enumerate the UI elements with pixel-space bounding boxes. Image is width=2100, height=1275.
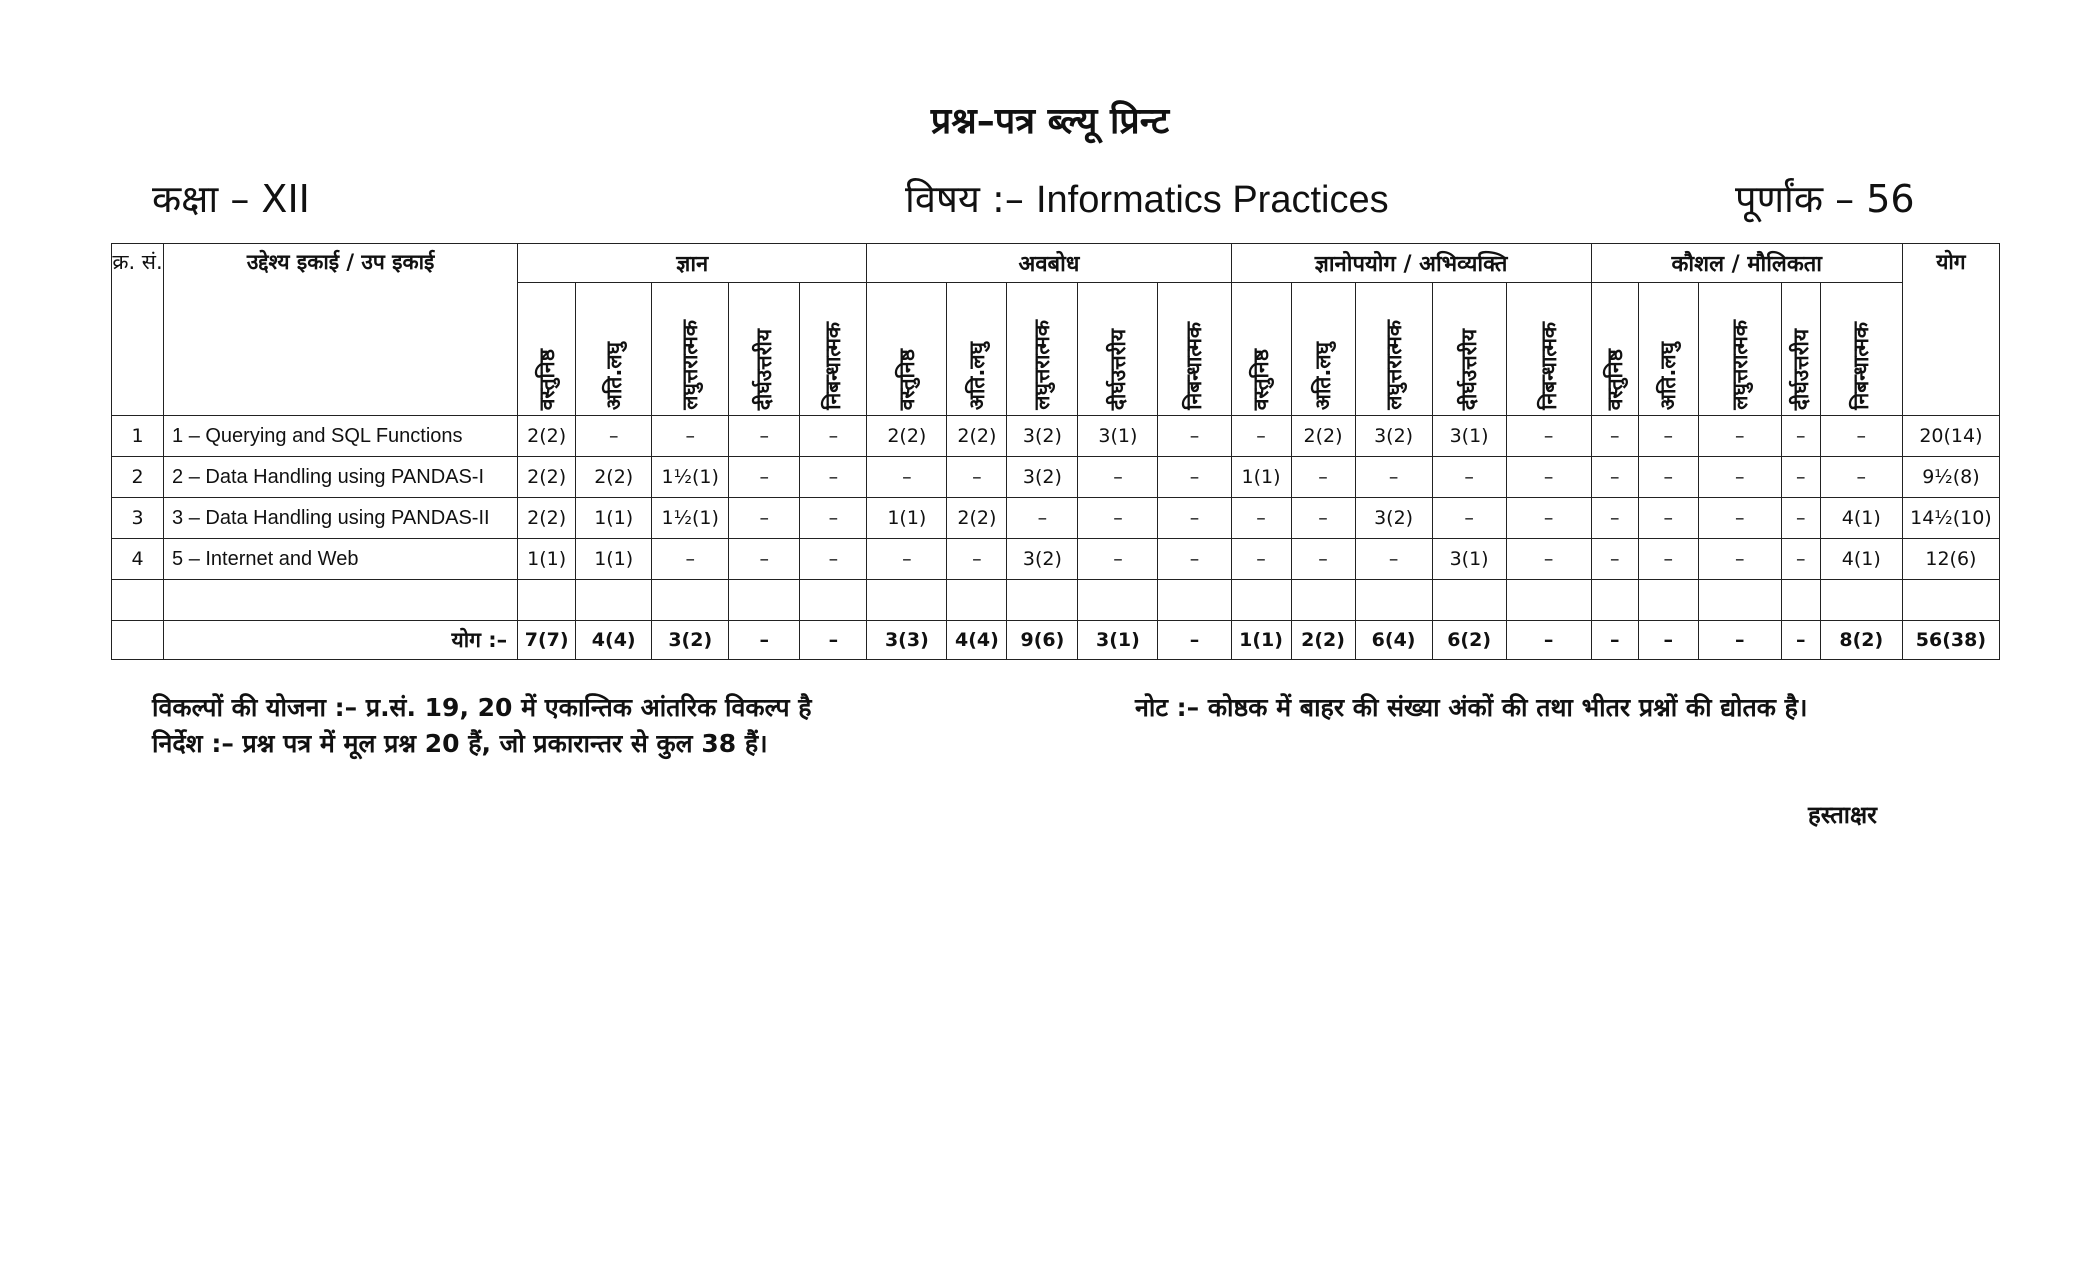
sub-header-understanding-3 bbox=[1007, 283, 1078, 416]
sub-header-understanding-4 bbox=[1078, 283, 1158, 416]
marks-cell: – bbox=[1781, 539, 1820, 580]
column-total-cell: 1(1) bbox=[1231, 621, 1291, 660]
marks-cell: – bbox=[1432, 457, 1506, 498]
column-total-cell: – bbox=[1591, 621, 1638, 660]
marks-cell: – bbox=[729, 416, 800, 457]
sub-header-skill-2 bbox=[1638, 283, 1698, 416]
sub-header-label: लघुत्तरात्मक bbox=[1727, 320, 1752, 410]
marks-cell: 1(1) bbox=[576, 498, 652, 539]
group-header-row bbox=[112, 244, 2000, 283]
max-marks-label: पूर्णांक – 56 bbox=[1735, 177, 1915, 221]
sub-header-application-4 bbox=[1432, 283, 1506, 416]
marks-cell: 3(2) bbox=[1355, 416, 1432, 457]
group-header-application: ज्ञानोपयोग / अभिव्यक्ति bbox=[1231, 244, 1591, 283]
sub-header-label: निबन्धात्मक bbox=[821, 322, 846, 410]
marks-cell: 2(2) bbox=[947, 416, 1007, 457]
marks-cell: – bbox=[1158, 539, 1231, 580]
serial-number-cell: 3 bbox=[112, 498, 164, 539]
marks-cell: – bbox=[1291, 457, 1355, 498]
column-total-cell: 6(2) bbox=[1432, 621, 1506, 660]
unit-header: उद्देश्य इकाई / उप इकाई bbox=[164, 244, 518, 416]
column-total-cell: 7(7) bbox=[518, 621, 576, 660]
marks-cell: – bbox=[800, 498, 867, 539]
marks-cell: – bbox=[1078, 539, 1158, 580]
group-header-knowledge: ज्ञान bbox=[518, 244, 867, 283]
column-total-cell: – bbox=[1158, 621, 1231, 660]
sub-header-label: लघुत्तरात्मक bbox=[678, 320, 703, 410]
sub-header-application-5 bbox=[1506, 283, 1591, 416]
empty-cell bbox=[1698, 580, 1781, 621]
empty-cell bbox=[1355, 580, 1432, 621]
marks-cell: – bbox=[1781, 416, 1820, 457]
grand-total-cell: 56(38) bbox=[1902, 621, 1999, 660]
marks-cell: – bbox=[1591, 498, 1638, 539]
empty-cell bbox=[1007, 580, 1078, 621]
marks-cell: – bbox=[1698, 498, 1781, 539]
table-row bbox=[112, 457, 2000, 498]
sub-header-label: लघुत्तरात्मक bbox=[1030, 320, 1055, 410]
marks-cell: 4(1) bbox=[1820, 498, 1902, 539]
empty-cell bbox=[576, 580, 652, 621]
sub-header-knowledge-1 bbox=[518, 283, 576, 416]
marks-cell: – bbox=[1781, 498, 1820, 539]
column-total-cell: 9(6) bbox=[1007, 621, 1078, 660]
empty-cell bbox=[1231, 580, 1291, 621]
page-title: प्रश्न–पत्र ब्ल्यू प्रिन्ट bbox=[930, 101, 1170, 142]
marks-cell: – bbox=[1698, 416, 1781, 457]
bracket-legend-note: नोट :– कोष्ठक में बाहर की संख्या अंकों की तथा भीतर प्रश्नों की द्योतक है। bbox=[1135, 693, 1808, 722]
sub-header-knowledge-5 bbox=[800, 283, 867, 416]
marks-cell: – bbox=[867, 457, 947, 498]
sub-header-skill-1 bbox=[1591, 283, 1638, 416]
serial-number-header: क्र. सं. bbox=[112, 244, 164, 416]
marks-cell: 3(2) bbox=[1007, 539, 1078, 580]
marks-cell: 2(2) bbox=[576, 457, 652, 498]
sub-header-label: निबन्धात्मक bbox=[1182, 322, 1207, 410]
subject-label: विषय :– bbox=[905, 177, 1024, 221]
empty-cell bbox=[1432, 580, 1506, 621]
sub-header-label: दीर्घउत्तरीय bbox=[1788, 328, 1813, 410]
marks-cell: 2(2) bbox=[867, 416, 947, 457]
class-label: कक्षा – XII bbox=[152, 177, 310, 221]
marks-cell: – bbox=[1355, 457, 1432, 498]
empty-cell bbox=[518, 580, 576, 621]
marks-cell: – bbox=[1291, 498, 1355, 539]
marks-cell: – bbox=[947, 457, 1007, 498]
group-header-skill: कौशल / मौलिकता bbox=[1591, 244, 1902, 283]
sub-header-label: वस्तुनिष्ठ bbox=[1602, 348, 1627, 410]
sub-header-skill-5 bbox=[1820, 283, 1902, 416]
marks-cell: 1(1) bbox=[518, 539, 576, 580]
unit-name-cell: 1 – Querying and SQL Functions bbox=[164, 416, 518, 457]
marks-cell: 2(2) bbox=[518, 457, 576, 498]
sub-header-label: निबन्धात्मक bbox=[1536, 322, 1561, 410]
empty-cell bbox=[164, 580, 518, 621]
sub-header-label: दीर्घउत्तरीय bbox=[1457, 328, 1482, 410]
subject-name: Informatics Practices bbox=[1035, 179, 1389, 221]
marks-cell: 3(2) bbox=[1007, 457, 1078, 498]
sub-header-label: वस्तुनिष्ठ bbox=[1249, 348, 1274, 410]
marks-cell: – bbox=[1432, 498, 1506, 539]
serial-number-cell: 1 bbox=[112, 416, 164, 457]
marks-cell: – bbox=[1781, 457, 1820, 498]
column-total-cell: – bbox=[1781, 621, 1820, 660]
empty-row bbox=[112, 580, 2000, 621]
empty-cell bbox=[1078, 580, 1158, 621]
marks-cell: – bbox=[1158, 457, 1231, 498]
marks-cell: – bbox=[1591, 457, 1638, 498]
marks-cell: 2(2) bbox=[1291, 416, 1355, 457]
empty-cell bbox=[947, 580, 1007, 621]
sub-header-knowledge-2 bbox=[576, 283, 652, 416]
subject-line bbox=[905, 172, 1389, 224]
marks-cell: – bbox=[1078, 498, 1158, 539]
marks-cell: – bbox=[1007, 498, 1078, 539]
table-row bbox=[112, 539, 2000, 580]
marks-cell: – bbox=[1231, 539, 1291, 580]
column-total-cell: 6(4) bbox=[1355, 621, 1432, 660]
marks-cell: – bbox=[1506, 498, 1591, 539]
marks-cell: 1(1) bbox=[576, 539, 652, 580]
marks-cell: – bbox=[1698, 457, 1781, 498]
sub-header-label: निबन्धात्मक bbox=[1849, 322, 1874, 410]
marks-cell: – bbox=[729, 498, 800, 539]
sub-header-skill-4 bbox=[1781, 283, 1820, 416]
total-row-blank-cell bbox=[112, 621, 164, 660]
sub-header-label: वस्तुनिष्ठ bbox=[534, 348, 559, 410]
row-total-cell: 9½(8) bbox=[1902, 457, 1999, 498]
marks-cell: – bbox=[1506, 457, 1591, 498]
marks-cell: – bbox=[1158, 416, 1231, 457]
empty-cell bbox=[729, 580, 800, 621]
unit-name-cell: 2 – Data Handling using PANDAS-I bbox=[164, 457, 518, 498]
options-scheme-note: विकल्पों की योजना :– प्र.सं. 19, 20 में एकान्तिक आंतरिक विकल्प है bbox=[152, 693, 812, 722]
blueprint-table bbox=[111, 243, 2000, 660]
marks-cell: 2(2) bbox=[518, 416, 576, 457]
total-row-label: योग :– bbox=[164, 621, 518, 660]
column-total-cell: 8(2) bbox=[1820, 621, 1902, 660]
marks-cell: – bbox=[1820, 416, 1902, 457]
sub-header-label: लघुत्तरात्मक bbox=[1381, 320, 1406, 410]
marks-cell: 3(1) bbox=[1432, 416, 1506, 457]
unit-name-cell: 3 – Data Handling using PANDAS-II bbox=[164, 498, 518, 539]
marks-cell: – bbox=[800, 457, 867, 498]
direction-note: निर्देश :– प्रश्न पत्र में मूल प्रश्न 20 हैं, जो प्रकारान्तर से कुल 38 हैं। bbox=[152, 729, 768, 758]
marks-cell: – bbox=[729, 457, 800, 498]
empty-cell bbox=[1902, 580, 1999, 621]
row-total-cell: 20(14) bbox=[1902, 416, 1999, 457]
marks-cell: – bbox=[800, 539, 867, 580]
marks-cell: – bbox=[1638, 498, 1698, 539]
sub-header-label: अति.लघु bbox=[964, 341, 989, 410]
column-total-cell: 3(1) bbox=[1078, 621, 1158, 660]
sub-header-application-3 bbox=[1355, 283, 1432, 416]
sub-header-knowledge-3 bbox=[652, 283, 729, 416]
empty-cell bbox=[867, 580, 947, 621]
marks-cell: – bbox=[652, 539, 729, 580]
column-total-cell: – bbox=[1638, 621, 1698, 660]
marks-cell: 1½(1) bbox=[652, 498, 729, 539]
marks-cell: – bbox=[800, 416, 867, 457]
empty-cell bbox=[1158, 580, 1231, 621]
unit-name-cell: 5 – Internet and Web bbox=[164, 539, 518, 580]
marks-cell: – bbox=[1506, 539, 1591, 580]
sub-header-label: दीर्घउत्तरीय bbox=[752, 328, 777, 410]
sub-header-label: अति.लघु bbox=[601, 341, 626, 410]
marks-cell: – bbox=[1158, 498, 1231, 539]
marks-cell: – bbox=[1820, 457, 1902, 498]
row-total-cell: 12(6) bbox=[1902, 539, 1999, 580]
column-total-cell: – bbox=[729, 621, 800, 660]
sub-header-label: दीर्घउत्तरीय bbox=[1105, 328, 1130, 410]
column-total-cell: – bbox=[1506, 621, 1591, 660]
table-row bbox=[112, 498, 2000, 539]
empty-cell bbox=[800, 580, 867, 621]
marks-cell: 3(2) bbox=[1355, 498, 1432, 539]
empty-cell bbox=[1638, 580, 1698, 621]
empty-cell bbox=[1820, 580, 1902, 621]
marks-cell: – bbox=[867, 539, 947, 580]
marks-cell: – bbox=[1291, 539, 1355, 580]
total-header: योग bbox=[1902, 244, 1999, 416]
column-total-cell: 3(2) bbox=[652, 621, 729, 660]
marks-cell: – bbox=[1506, 416, 1591, 457]
marks-cell: – bbox=[729, 539, 800, 580]
marks-cell: – bbox=[1638, 539, 1698, 580]
sub-header-understanding-5 bbox=[1158, 283, 1231, 416]
empty-cell bbox=[1781, 580, 1820, 621]
column-total-cell: 4(4) bbox=[576, 621, 652, 660]
marks-cell: – bbox=[576, 416, 652, 457]
marks-cell: – bbox=[652, 416, 729, 457]
empty-cell bbox=[1291, 580, 1355, 621]
empty-cell bbox=[1591, 580, 1638, 621]
sub-header-understanding-1 bbox=[867, 283, 947, 416]
marks-cell: 1(1) bbox=[1231, 457, 1291, 498]
table-row bbox=[112, 416, 2000, 457]
signature-label: हस्ताक्षर bbox=[1808, 801, 1877, 829]
marks-cell: – bbox=[1591, 539, 1638, 580]
sub-header-label: अति.लघु bbox=[1311, 341, 1336, 410]
sub-header-knowledge-4 bbox=[729, 283, 800, 416]
column-total-cell: 4(4) bbox=[947, 621, 1007, 660]
marks-cell: 3(1) bbox=[1078, 416, 1158, 457]
serial-number-cell: 2 bbox=[112, 457, 164, 498]
sub-header-application-1 bbox=[1231, 283, 1291, 416]
row-total-cell: 14½(10) bbox=[1902, 498, 1999, 539]
empty-cell bbox=[652, 580, 729, 621]
marks-cell: – bbox=[1638, 457, 1698, 498]
marks-cell: 4(1) bbox=[1820, 539, 1902, 580]
marks-cell: – bbox=[1231, 498, 1291, 539]
sub-header-label: वस्तुनिष्ठ bbox=[894, 348, 919, 410]
marks-cell: 3(2) bbox=[1007, 416, 1078, 457]
sub-header-label: अति.लघु bbox=[1656, 341, 1681, 410]
column-total-cell: – bbox=[1698, 621, 1781, 660]
empty-cell bbox=[1506, 580, 1591, 621]
marks-cell: 3(1) bbox=[1432, 539, 1506, 580]
marks-cell: 1(1) bbox=[867, 498, 947, 539]
marks-cell: – bbox=[1698, 539, 1781, 580]
group-header-understanding: अवबोध bbox=[867, 244, 1231, 283]
marks-cell: – bbox=[1078, 457, 1158, 498]
marks-cell: – bbox=[1638, 416, 1698, 457]
column-total-cell: 2(2) bbox=[1291, 621, 1355, 660]
marks-cell: 2(2) bbox=[518, 498, 576, 539]
column-total-cell: 3(3) bbox=[867, 621, 947, 660]
marks-cell: 2(2) bbox=[947, 498, 1007, 539]
column-total-cell: – bbox=[800, 621, 867, 660]
marks-cell: – bbox=[1231, 416, 1291, 457]
empty-cell bbox=[112, 580, 164, 621]
sub-header-understanding-2 bbox=[947, 283, 1007, 416]
marks-cell: – bbox=[1591, 416, 1638, 457]
total-row bbox=[112, 621, 2000, 660]
sub-header-application-2 bbox=[1291, 283, 1355, 416]
serial-number-cell: 4 bbox=[112, 539, 164, 580]
marks-cell: – bbox=[1355, 539, 1432, 580]
sub-header-skill-3 bbox=[1698, 283, 1781, 416]
marks-cell: – bbox=[947, 539, 1007, 580]
marks-cell: 1½(1) bbox=[652, 457, 729, 498]
